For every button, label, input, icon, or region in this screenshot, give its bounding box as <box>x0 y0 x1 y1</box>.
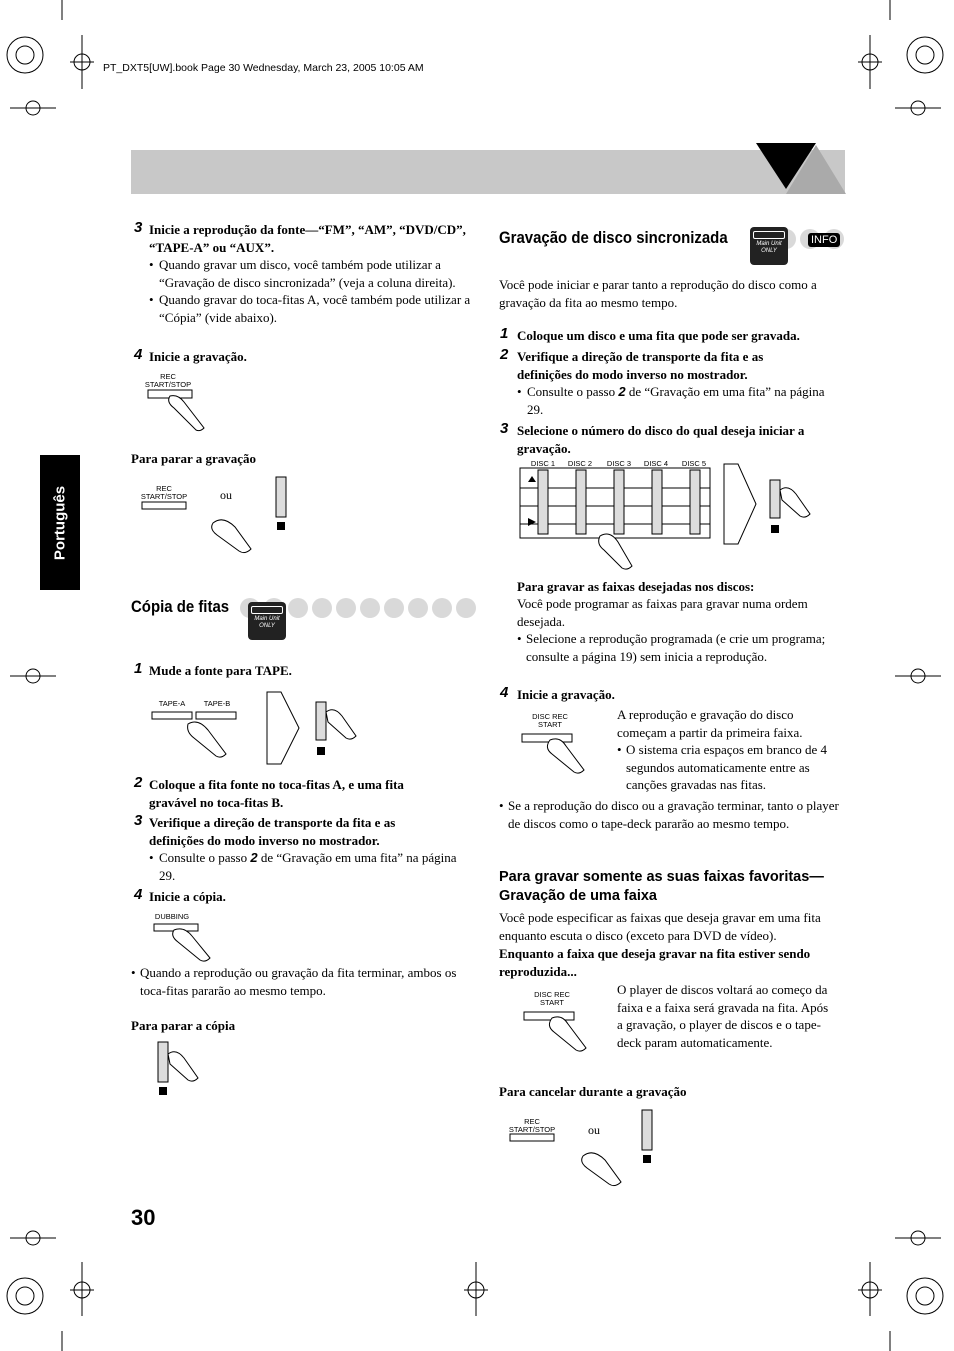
or-text: ou <box>220 488 232 502</box>
step-text: Inicie a cópia. <box>149 889 226 904</box>
step-number: 3 <box>134 812 143 829</box>
step-bullet: • Consulte o passo 2 de “Gravação em uma fita” na página 29. <box>517 384 825 417</box>
arrow-next-icon <box>265 690 301 766</box>
step-text: Inicie a reprodução da fonte—“FM”, “AM”, “DVD/CD”, “TAPE-A” ou “AUX”. <box>149 222 466 255</box>
finger-icon <box>575 1148 625 1188</box>
rec-button-illustration[interactable] <box>140 388 210 438</box>
step-text: Verifique a direção de transporte da fita e as definições do modo inverso no mostrador. <box>149 815 396 848</box>
step-text: Coloque a fita fonte no toca-fitas A, e uma fita gravável no toca-fitas B. <box>149 777 404 810</box>
step-number: 2 <box>500 346 509 363</box>
main-unit-only-badge: Main Unit ONLY <box>750 227 788 265</box>
step-number: 1 <box>500 325 509 342</box>
banner-triangle <box>756 143 848 195</box>
or-text: ou <box>588 1123 600 1137</box>
fav-title: Para gravar as faixas desejadas nos discos: <box>517 579 755 594</box>
stop-button-icon[interactable] <box>154 1040 204 1098</box>
stop-copy-title: Para parar a cópia <box>131 1018 236 1033</box>
step-text: Coloque um disco e uma fita que pode ser gravada. <box>517 328 800 343</box>
step-number: 1 <box>134 660 143 677</box>
one-text: Você pode especificar as faixas que deseja gravar em uma fita enquanto escuta o disco (exceto para DVD de vídeo). <box>499 910 821 943</box>
rec-button-icon[interactable] <box>140 500 190 512</box>
section-title-copy: Cópia de fitas <box>131 597 230 616</box>
section-title-one-track: Para gravar somente as suas faixas favoritas—Gravação de uma faixa <box>499 869 824 904</box>
dubbing-button-illustration[interactable] <box>150 922 220 964</box>
one-bold: Enquanto a faixa que deseja gravar na fita estiver sendo reproduzida... <box>499 946 811 979</box>
step-number: 2 <box>134 774 143 791</box>
cancel-title: Para cancelar durante a gravação <box>499 1084 687 1099</box>
step-number: 4 <box>500 684 509 701</box>
finger-icon <box>205 515 255 555</box>
step-bullet: • Consulte o passo 2 de “Gravação em uma fita” na página 29. <box>149 850 457 883</box>
stop-button-icon[interactable] <box>272 475 292 531</box>
disc-1-label: DISC 1 <box>530 459 556 468</box>
tape-buttons-illustration[interactable] <box>148 710 248 766</box>
stop-button-icon[interactable] <box>766 478 816 536</box>
step-number: 4 <box>134 346 143 363</box>
disc-rec-button-illustration[interactable] <box>522 1010 592 1054</box>
step-number: 4 <box>134 886 143 903</box>
info-badge: INFO <box>808 233 840 247</box>
fav-bullet: • Selecione a reprodução programada (e crie um programa; consulte a página 19) sem inicia a reprodução. <box>517 631 826 664</box>
tape-a-label: TAPE-A <box>158 699 186 708</box>
rec-start-stop-label: REC START/STOP <box>508 1117 556 1134</box>
stop-recording-title: Para parar a gravação <box>131 451 257 466</box>
tape-b-label: TAPE-B <box>203 699 231 708</box>
stop-button-icon[interactable] <box>312 700 362 758</box>
page-number: 30 <box>131 1205 156 1230</box>
arrow-next-icon <box>722 462 758 548</box>
language-tab: Português <box>40 455 80 590</box>
dubbing-label: DUBBING <box>154 912 190 921</box>
fav-text: Você pode programar as faixas para gravar numa ordem desejada. <box>517 596 808 629</box>
disc-5-label: DISC 5 <box>681 459 707 468</box>
disc-rec-button-illustration[interactable] <box>520 732 590 776</box>
step-text: Verifique a direção de transporte da fita e as definições do modo inverso no mostrador. <box>517 349 764 382</box>
main-unit-only-badge: Main Unit ONLY <box>248 602 286 640</box>
stop-button-icon[interactable] <box>638 1108 658 1164</box>
s4-bullet: • O sistema cria espaços em branco de 4 segundos automaticamente entre as canções gravadas nas fitas. <box>617 742 828 793</box>
section-title-sync: Gravação de disco sincronizada <box>499 228 728 247</box>
one-desc: O player de discos voltará ao começo da faixa e a faixa será gravada na fita. Após a gravação, o player de discos e o tape-deck param automaticamente. <box>617 982 829 1050</box>
file-header: PT_DXT5[UW].book Page 30 Wednesday, March 23, 2005 10:05 AM <box>103 62 424 74</box>
step-number: 3 <box>134 219 143 236</box>
end-note: • Se a reprodução do disco ou a gravação terminar, tanto o player de discos como o tape-deck pararão ao mesmo tempo. <box>499 798 839 831</box>
copy-note: • Quando a reprodução ou gravação da fita terminar, ambos os toca-fitas pararão ao mesmo tempo. <box>131 965 457 998</box>
disc-4-label: DISC 4 <box>643 459 669 468</box>
disc-panel-illustration[interactable] <box>518 466 714 576</box>
sync-intro: Você pode iniciar e parar tanto a reprodução do disco como a gravação da fita ao mesmo tempo. <box>499 277 817 310</box>
rec-button-icon[interactable] <box>508 1132 558 1144</box>
rec-start-stop-label: REC START/STOP <box>144 372 192 389</box>
step-text: Mude a fonte para TAPE. <box>149 663 292 678</box>
rec-start-stop-label: REC START/STOP <box>140 484 188 501</box>
step-text: Selecione o número do disco do qual deseja iniciar a gravação. <box>517 423 805 456</box>
step-text: Inicie a gravação. <box>517 687 615 702</box>
disc-rec-start-label: DISC REC START <box>534 990 570 1007</box>
step-bullets: • Quando gravar um disco, você também pode utilizar a “Gravação de disco sincronizada” (veja a coluna direita). • Quando gravar do toca-fitas A, você também pode utilizar a “Cópia” (vide abaixo). <box>149 256 474 326</box>
disc-3-label: DISC 3 <box>606 459 632 468</box>
s4-desc: A reprodução e gravação do disco começam a partir da primeira faixa. <box>617 707 803 740</box>
disc-2-label: DISC 2 <box>567 459 593 468</box>
step-number: 3 <box>500 420 509 437</box>
step-text: Inicie a gravação. <box>149 349 247 364</box>
top-banner <box>131 150 845 194</box>
disc-rec-start-label: DISC REC START <box>532 712 568 729</box>
